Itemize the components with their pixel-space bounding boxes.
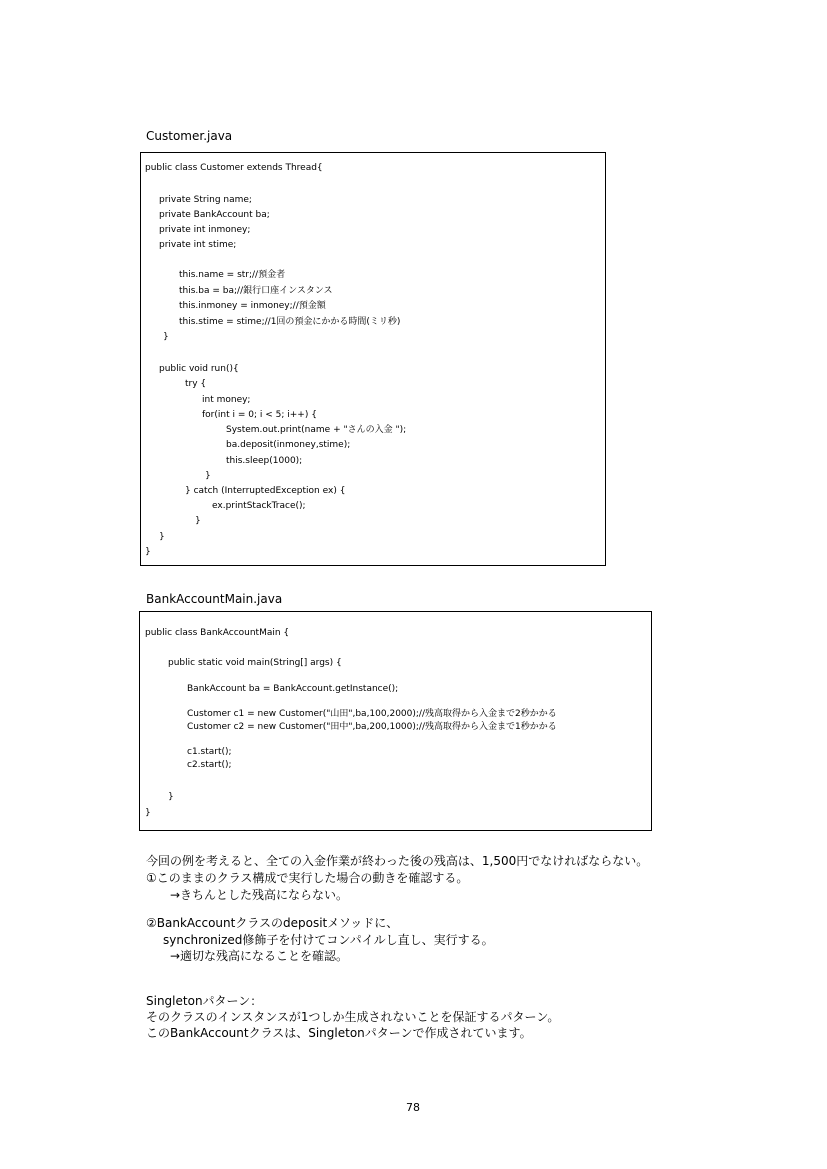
code-line: ba.deposit(inmoney,stime);	[226, 440, 351, 450]
code-line: } catch (InterruptedException ex) {	[185, 486, 346, 496]
code-line: Customer c1 = new Customer("山田",ba,100,2000);//残高取得から入金まで2秒かかる	[187, 709, 557, 719]
explanation-line: synchronized修飾子を付けてコンパイルし直し、実行する。	[163, 933, 494, 947]
code-line: private int inmoney;	[159, 225, 251, 235]
code-line: }	[168, 792, 174, 802]
code-line: int money;	[202, 395, 251, 405]
singleton-heading: Singletonパターン：	[146, 994, 263, 1008]
code-line: private BankAccount ba;	[159, 210, 270, 220]
code-line: BankAccount ba = BankAccount.getInstance();	[187, 684, 399, 694]
code-line: for(int i = 0; i < 5; i++) {	[202, 410, 317, 420]
customer-file-title: Customer.java	[146, 129, 233, 143]
code-line: ex.printStackTrace();	[212, 501, 306, 511]
code-line: public void run(){	[159, 364, 239, 374]
singleton-line: このBankAccountクラスは、Singletonパターンで作成されています。	[146, 1026, 532, 1040]
main-file-title: BankAccountMain.java	[146, 592, 283, 606]
explanation-line: →きちんとした残高にならない。	[170, 888, 349, 902]
code-line: public static void main(String[] args) {	[168, 658, 342, 668]
code-line: public class BankAccountMain {	[145, 628, 290, 638]
explanation-line: ①このままのクラス構成で実行した場合の動きを確認する。	[146, 871, 469, 885]
code-line: c1.start();	[187, 747, 232, 757]
code-line: public class Customer extends Thread{	[145, 163, 323, 173]
code-line: Customer c2 = new Customer("田中",ba,200,1000);//残高取得から入金まで1秒かかる	[187, 722, 557, 732]
explanation-line: →適切な残高になることを確認。	[170, 949, 349, 963]
customer-code-box	[140, 152, 606, 566]
code-line: }	[145, 808, 151, 818]
code-line: this.name = str;//預金者	[179, 270, 286, 280]
code-line: this.sleep(1000);	[226, 456, 303, 466]
page-number: 78	[406, 1101, 420, 1114]
code-line: this.stime = stime;//1回の預金にかかる時間(ミリ秒)	[179, 317, 401, 327]
code-line: }	[195, 516, 201, 526]
code-line: System.out.print(name + "さんの入金 ");	[226, 425, 407, 435]
code-line: this.inmoney = inmoney;//預金額	[179, 301, 326, 311]
code-line: }	[163, 332, 169, 342]
code-line: try {	[185, 379, 207, 389]
explanation-line: 今回の例を考えると、全ての入金作業が終わった後の残高は、1,500円でなければならない。	[146, 854, 649, 868]
code-line: this.ba = ba;//銀行口座インスタンス	[179, 286, 333, 296]
code-line: }	[205, 471, 211, 481]
code-line: private int stime;	[159, 240, 237, 250]
singleton-line: そのクラスのインスタンスが1つしか生成されないことを保証するパターン。	[146, 1010, 560, 1024]
code-line: }	[145, 547, 151, 557]
explanation-line: ②BankAccountクラスのdepositメソッドに、	[146, 916, 399, 930]
code-line: }	[159, 532, 165, 542]
main-code-box	[139, 611, 652, 831]
code-line: c2.start();	[187, 760, 232, 770]
code-line: private String name;	[159, 195, 252, 205]
